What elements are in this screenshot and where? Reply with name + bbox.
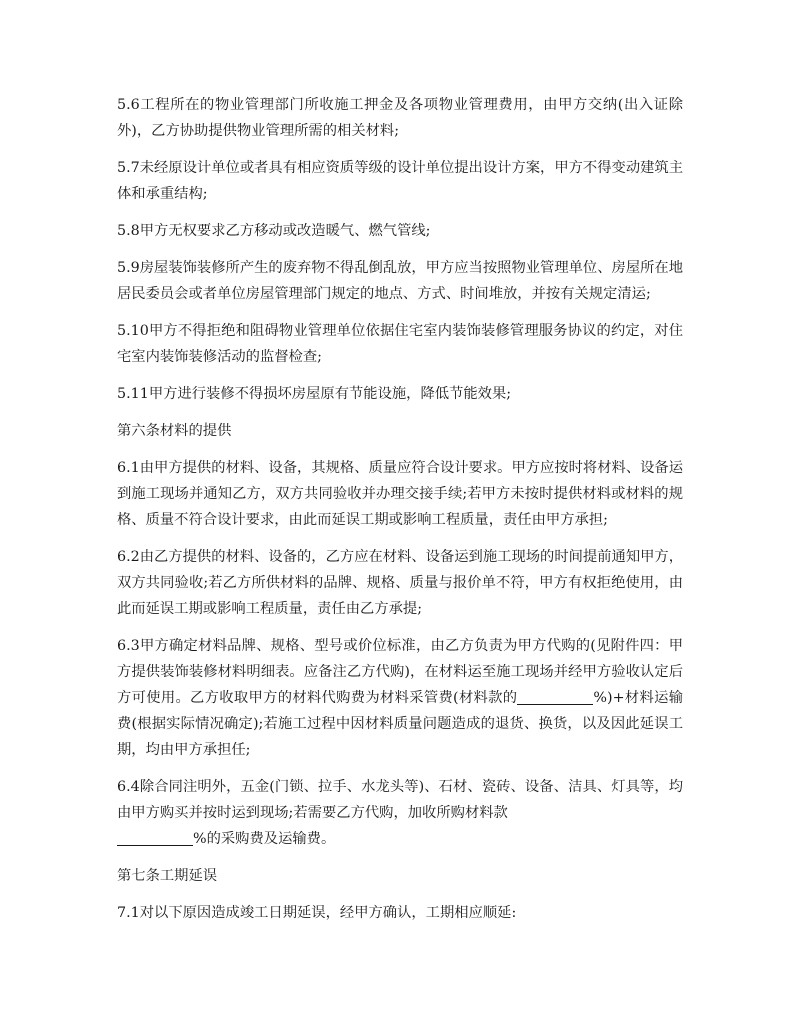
clause-6-1: 6.1由甲方提供的材料、设备，其规格、质量应符合设计要求。甲方应按时将材料、设备运到施工现场并通知乙方，双方共同验收并办理交接手续;若甲方未按时提供材料或材料的规格、质量不符合设计要求，由此而延误工期或影响工程质量，责任由甲方承担;: [117, 460, 684, 528]
clause-6-2: 6.2由乙方提供的材料、设备的，乙方应在材料、设备运到施工现场的时间提前通知甲方，双方共同验收;若乙方所供材料的品牌、规格、质量与报价单不符，甲方有权拒绝使用，由此而延误工期或影响工程质量，责任由乙方承提;: [117, 549, 684, 617]
clause-7-1: 7.1对以下原因造成竣工日期延误，经甲方确认，工期相应顺延:: [117, 905, 517, 921]
article-7-heading: 第七条工期延误: [117, 868, 218, 884]
clause-6-4-part-a: 6.4除合同注明外，五金(门锁、拉手、水龙头等)、石材、瓷砖、设备、洁具、灯具等，均由甲方购买并按时运到现场;若需要乙方代购，加收所购材料款: [117, 779, 683, 821]
fill-blank-percentage: [517, 688, 593, 705]
clause-6-3-part-a: 6.3甲方确定材料品牌、规格、型号或价位标准，由乙方负责为甲方代购的(见附件四：甲方提供装饰装修材料明细表。应备注乙方代购)，在材料运至施工现场并经甲方验收认定后方可使用。乙方收取甲方的材料代购费为材料采管费(材料款的: [117, 638, 683, 706]
clause-5-10: 5.10甲方不得拒绝和阻碍物业管理单位依据住宅室内装饰装修管理服务协议的约定，对住宅室内装饰装修活动的监督检查;: [117, 323, 683, 365]
article-6-heading: 第六条材料的提供: [117, 423, 232, 439]
contract-page: [117, 92, 683, 937]
clause-5-6: 5.6工程所在的物业管理部门所收施工押金及各项物业管理费用，由甲方交纳(出入证除外)，乙方协助提供物业管理所需的相关材料;: [117, 97, 683, 139]
clause-5-8: 5.8甲方无权要求乙方移动或改造暖气、燃气管线;: [117, 223, 431, 239]
clause-6-4: [117, 774, 683, 852]
clause-6-3: [117, 633, 683, 763]
clause-6-3-part-b: %)+材料运输费(根据实际情况确定);若施工过程中因材料质量问题造成的退货、换货，以及因此延误工期，均由甲方承担任;: [117, 690, 683, 758]
clause-5-11: 5.11甲方进行装修不得损坏房屋原有节能设施，降低节能效果;: [117, 386, 512, 402]
fill-blank-percentage: [117, 829, 193, 846]
clause-6-4-part-b: %的采购费及运输费。: [193, 831, 336, 847]
clause-5-9: 5.9房屋装饰装修所产生的废弃物不得乱倒乱放，甲方应当按照物业管理单位、房屋所在地居民委员会或者单位房屋管理部门规定的地点、方式、时间堆放，并按有关规定清运;: [117, 260, 684, 302]
clause-5-7: 5.7未经原设计单位或者具有相应资质等级的设计单位提出设计方案，甲方不得变动建筑主体和承重结构;: [117, 160, 684, 202]
